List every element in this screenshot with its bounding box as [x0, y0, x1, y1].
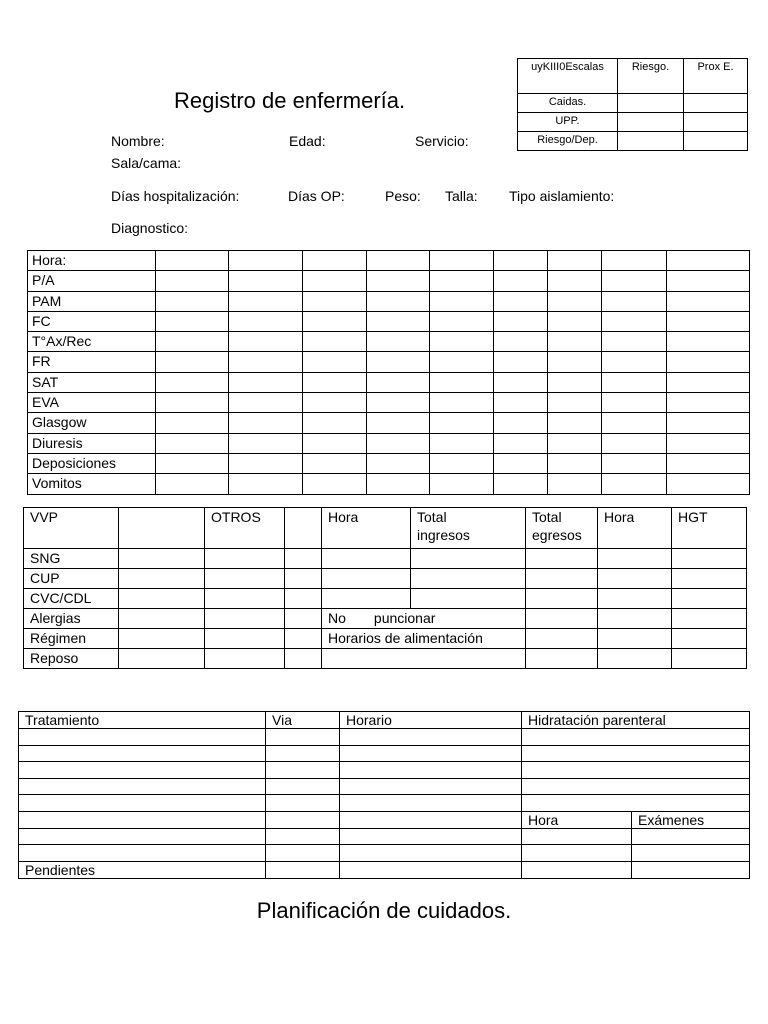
vitals-row-label: SAT — [28, 372, 156, 392]
vitals-row — [28, 393, 750, 413]
vitals-cell[interactable] — [229, 352, 303, 372]
vitals-cell[interactable] — [367, 271, 430, 291]
vitals-cell[interactable] — [548, 474, 602, 494]
treatment-cell[interactable] — [19, 762, 266, 779]
fluids-row-cup: CUP — [24, 569, 119, 589]
vitals-table — [27, 250, 750, 495]
vitals-cell[interactable] — [303, 251, 367, 271]
servicio-label: Servicio: — [415, 133, 469, 149]
vitals-cell[interactable] — [430, 332, 494, 352]
total-egresos-line1: Total — [532, 509, 562, 525]
fluids-cell[interactable] — [411, 569, 526, 589]
vitals-cell[interactable] — [667, 433, 750, 453]
risk-row-caidas: Caidas. — [518, 94, 618, 113]
vitals-cell[interactable] — [494, 372, 548, 392]
vitals-cell[interactable] — [156, 393, 229, 413]
fluids-header-hora: Hora — [322, 508, 411, 549]
fluids-cell[interactable] — [672, 609, 747, 629]
vitals-cell[interactable] — [602, 453, 667, 473]
treatment-cell[interactable] — [266, 845, 340, 862]
treatment-cell[interactable] — [19, 729, 266, 746]
talla-label: Talla: — [445, 188, 478, 204]
vitals-cell[interactable] — [430, 453, 494, 473]
vitals-cell[interactable] — [548, 311, 602, 331]
vitals-cell[interactable] — [667, 393, 750, 413]
fluids-cell[interactable] — [672, 649, 747, 669]
treatment-cell[interactable] — [522, 828, 632, 845]
vitals-cell[interactable] — [602, 372, 667, 392]
fluids-header-total-ingresos — [411, 508, 526, 549]
vitals-cell[interactable] — [229, 291, 303, 311]
vitals-cell[interactable] — [430, 433, 494, 453]
vitals-cell[interactable] — [229, 332, 303, 352]
vitals-row — [28, 413, 750, 433]
fluids-cell[interactable] — [205, 649, 285, 669]
fluids-cell[interactable] — [672, 569, 747, 589]
fluids-cell[interactable] — [119, 629, 205, 649]
fluids-cell[interactable] — [205, 629, 285, 649]
vitals-cell[interactable] — [548, 291, 602, 311]
fluids-cell[interactable] — [672, 549, 747, 569]
fluids-cell[interactable] — [205, 569, 285, 589]
risk-cell[interactable] — [684, 94, 748, 113]
treatment-cell[interactable] — [522, 795, 750, 812]
risk-header-riesgo: Riesgo. — [618, 59, 684, 94]
vitals-cell[interactable] — [303, 453, 367, 473]
fluids-row-regimen: Régimen — [24, 629, 119, 649]
vitals-cell[interactable] — [156, 332, 229, 352]
treatment-header-horario: Horario — [340, 712, 522, 729]
vitals-row-label: T°Ax/Rec — [28, 332, 156, 352]
vitals-cell[interactable] — [156, 291, 229, 311]
fluids-header-hgt: HGT — [672, 508, 747, 549]
vitals-row-label: EVA — [28, 393, 156, 413]
nombre-label: Nombre: — [111, 133, 165, 149]
fluids-cell[interactable] — [285, 589, 322, 609]
fluids-cell[interactable] — [598, 609, 672, 629]
no-puncionar-label — [322, 609, 526, 629]
fluids-cell[interactable] — [526, 629, 598, 649]
vitals-row-label: FR — [28, 352, 156, 372]
vitals-cell[interactable] — [548, 352, 602, 372]
vitals-cell[interactable] — [303, 271, 367, 291]
vitals-cell[interactable] — [430, 413, 494, 433]
fluids-cell[interactable] — [411, 549, 526, 569]
treatment-cell[interactable] — [19, 795, 266, 812]
fluids-cell[interactable] — [285, 569, 322, 589]
fluids-cell[interactable] — [285, 649, 322, 669]
vitals-cell[interactable] — [548, 453, 602, 473]
vitals-cell[interactable] — [667, 413, 750, 433]
vitals-cell[interactable] — [494, 251, 548, 271]
vitals-cell[interactable] — [303, 352, 367, 372]
vitals-row — [28, 311, 750, 331]
treatment-cell[interactable] — [340, 729, 522, 746]
vitals-cell[interactable] — [229, 453, 303, 473]
peso-label: Peso: — [385, 188, 421, 204]
fluids-cell[interactable] — [322, 649, 526, 669]
vitals-cell[interactable] — [602, 474, 667, 494]
vitals-cell[interactable] — [667, 372, 750, 392]
vitals-cell[interactable] — [367, 291, 430, 311]
fluids-cell[interactable] — [285, 508, 322, 549]
dias-op-label: Días OP: — [288, 188, 345, 204]
vitals-cell[interactable] — [602, 251, 667, 271]
treatment-cell[interactable] — [522, 845, 632, 862]
fluids-cell[interactable] — [598, 589, 672, 609]
fluids-cell[interactable] — [598, 549, 672, 569]
vitals-cell[interactable] — [229, 251, 303, 271]
vitals-row — [28, 474, 750, 494]
vitals-cell[interactable] — [602, 393, 667, 413]
fluids-cell[interactable] — [205, 549, 285, 569]
fluids-cell[interactable] — [526, 649, 598, 669]
vitals-cell[interactable] — [367, 311, 430, 331]
fluids-cell[interactable] — [119, 589, 205, 609]
risk-cell[interactable] — [618, 132, 684, 151]
vitals-cell[interactable] — [602, 311, 667, 331]
fluids-cell[interactable] — [285, 549, 322, 569]
risk-header-prox: Prox E. — [684, 59, 748, 94]
vitals-cell[interactable] — [667, 332, 750, 352]
vitals-cell[interactable] — [156, 271, 229, 291]
vitals-cell[interactable] — [430, 372, 494, 392]
vitals-cell[interactable] — [229, 372, 303, 392]
treatment-cell[interactable] — [266, 811, 340, 828]
puncionar-label: puncionar — [373, 610, 436, 626]
vitals-cell[interactable] — [367, 251, 430, 271]
vitals-cell[interactable] — [548, 372, 602, 392]
vitals-cell[interactable] — [303, 291, 367, 311]
vitals-cell[interactable] — [602, 332, 667, 352]
vitals-cell[interactable] — [229, 474, 303, 494]
vitals-cell[interactable] — [303, 332, 367, 352]
vitals-cell[interactable] — [667, 251, 750, 271]
treatment-cell[interactable] — [522, 729, 750, 746]
vitals-row — [28, 332, 750, 352]
fluids-row-reposo: Reposo — [24, 649, 119, 669]
fluids-cell[interactable] — [205, 589, 285, 609]
vitals-row — [28, 291, 750, 311]
vitals-cell[interactable] — [494, 332, 548, 352]
vitals-cell[interactable] — [367, 474, 430, 494]
vitals-row-label: Vomitos — [28, 474, 156, 494]
vitals-cell[interactable] — [303, 393, 367, 413]
vitals-cell[interactable] — [602, 352, 667, 372]
edad-label: Edad: — [289, 133, 326, 149]
fluids-cell[interactable] — [119, 549, 205, 569]
fluids-cell[interactable] — [598, 569, 672, 589]
vitals-cell[interactable] — [602, 433, 667, 453]
vitals-cell[interactable] — [602, 413, 667, 433]
vitals-row — [28, 433, 750, 453]
treatment-cell[interactable] — [632, 861, 750, 878]
vitals-cell[interactable] — [667, 474, 750, 494]
vitals-cell[interactable] — [494, 474, 548, 494]
treatment-header-tratamiento: Tratamiento — [19, 712, 266, 729]
fluids-cell[interactable] — [285, 609, 322, 629]
vitals-cell[interactable] — [367, 372, 430, 392]
risk-table — [517, 58, 748, 151]
vitals-cell[interactable] — [494, 453, 548, 473]
vitals-cell[interactable] — [548, 251, 602, 271]
fluids-cell[interactable] — [672, 629, 747, 649]
risk-cell[interactable] — [618, 113, 684, 132]
treatment-cell[interactable] — [19, 778, 266, 795]
treatment-cell[interactable] — [266, 729, 340, 746]
fluids-cell[interactable] — [119, 649, 205, 669]
risk-cell[interactable] — [684, 132, 748, 151]
fluids-header-vvp: VVP — [24, 508, 119, 549]
fluids-row-alergias: Alergias — [24, 609, 119, 629]
vitals-cell[interactable] — [667, 311, 750, 331]
risk-row-upp: UPP. — [518, 113, 618, 132]
vitals-cell[interactable] — [367, 352, 430, 372]
vitals-row-label: P/A — [28, 271, 156, 291]
planificacion-title: Planificación de cuidados. — [256, 898, 512, 923]
fluids-header-otros: OTROS — [205, 508, 285, 549]
vitals-row-label: Deposiciones — [28, 453, 156, 473]
treatment-cell[interactable] — [19, 828, 266, 845]
treatment-cell[interactable] — [266, 745, 340, 762]
risk-row-dep: Riesgo/Dep. — [518, 132, 618, 151]
vitals-cell[interactable] — [156, 352, 229, 372]
treatment-row-pendientes: Pendientes — [19, 861, 266, 878]
vitals-row-label: FC — [28, 311, 156, 331]
treatment-cell[interactable] — [19, 745, 266, 762]
vitals-row-label: PAM — [28, 291, 156, 311]
vitals-cell[interactable] — [494, 433, 548, 453]
vitals-cell[interactable] — [229, 311, 303, 331]
vitals-cell[interactable] — [303, 433, 367, 453]
diagnostico-label: Diagnostico: — [111, 220, 189, 236]
horarios-alimentacion-label: Horarios de alimentación — [322, 629, 526, 649]
vitals-cell[interactable] — [430, 311, 494, 331]
vitals-cell[interactable] — [430, 474, 494, 494]
fluids-cell[interactable] — [285, 629, 322, 649]
total-ingresos-line1: Total — [417, 509, 447, 525]
vitals-cell[interactable] — [494, 413, 548, 433]
vitals-cell[interactable] — [229, 433, 303, 453]
vitals-cell[interactable] — [430, 271, 494, 291]
vitals-cell[interactable] — [602, 291, 667, 311]
vitals-cell[interactable] — [494, 352, 548, 372]
vitals-cell[interactable] — [494, 311, 548, 331]
risk-cell[interactable] — [618, 94, 684, 113]
treatment-header-examenes: Exámenes — [632, 811, 750, 828]
treatment-header-via: Via — [266, 712, 340, 729]
vitals-row — [28, 352, 750, 372]
fluids-cell[interactable] — [119, 569, 205, 589]
fluids-cell[interactable] — [526, 609, 598, 629]
tipo-aislamiento-label: Tipo aislamiento: — [509, 188, 615, 204]
vitals-cell[interactable] — [303, 413, 367, 433]
vitals-cell[interactable] — [430, 393, 494, 413]
fluids-table — [23, 507, 747, 669]
vitals-cell[interactable] — [548, 433, 602, 453]
treatment-cell[interactable] — [266, 861, 340, 878]
fluids-header-total-egresos — [526, 508, 598, 549]
vitals-cell[interactable] — [430, 352, 494, 372]
treatment-cell[interactable] — [19, 811, 266, 828]
vitals-row-label: Glasgow — [28, 413, 156, 433]
fluids-cell[interactable] — [598, 649, 672, 669]
fluids-cell[interactable] — [526, 589, 598, 609]
risk-header-escalas: uyKIII0Escalas — [518, 59, 618, 94]
vitals-cell[interactable] — [303, 474, 367, 494]
treatment-cell[interactable] — [522, 778, 750, 795]
treatment-cell[interactable] — [266, 762, 340, 779]
fluids-row-cvc: CVC/CDL — [24, 589, 119, 609]
vitals-cell[interactable] — [367, 413, 430, 433]
treatment-cell[interactable] — [266, 828, 340, 845]
treatment-cell[interactable] — [632, 828, 750, 845]
vitals-cell[interactable] — [430, 251, 494, 271]
vitals-cell[interactable] — [667, 271, 750, 291]
treatment-cell[interactable] — [340, 861, 522, 878]
vitals-cell[interactable] — [667, 352, 750, 372]
treatment-cell[interactable] — [632, 845, 750, 862]
vitals-row-label: Hora: — [28, 251, 156, 271]
fluids-cell[interactable] — [205, 609, 285, 629]
treatment-cell[interactable] — [522, 762, 750, 779]
vitals-cell[interactable] — [156, 413, 229, 433]
vitals-cell[interactable] — [156, 474, 229, 494]
fluids-cell[interactable] — [322, 569, 411, 589]
vitals-cell[interactable] — [667, 453, 750, 473]
vitals-cell[interactable] — [667, 291, 750, 311]
vitals-row — [28, 453, 750, 473]
treatment-cell[interactable] — [266, 778, 340, 795]
form-title: Registro de enfermería. — [174, 88, 406, 113]
treatment-header-hora: Hora — [522, 811, 632, 828]
fluids-cell[interactable] — [119, 609, 205, 629]
vitals-cell[interactable] — [367, 453, 430, 473]
vitals-cell[interactable] — [156, 453, 229, 473]
vitals-cell[interactable] — [156, 311, 229, 331]
vitals-cell[interactable] — [156, 251, 229, 271]
fluids-row-sng: SNG — [24, 549, 119, 569]
vitals-cell[interactable] — [548, 332, 602, 352]
vitals-row — [28, 271, 750, 291]
fluids-cell[interactable] — [672, 589, 747, 609]
vitals-row — [28, 372, 750, 392]
vitals-cell[interactable] — [229, 393, 303, 413]
vitals-cell[interactable] — [602, 271, 667, 291]
total-ingresos-line2: ingresos — [417, 527, 470, 543]
treatment-cell[interactable] — [266, 795, 340, 812]
treatment-cell[interactable] — [340, 795, 522, 812]
fluids-cell[interactable] — [526, 569, 598, 589]
fluids-cell[interactable] — [598, 629, 672, 649]
vitals-cell[interactable] — [548, 413, 602, 433]
fluids-cell[interactable] — [411, 589, 526, 609]
vitals-cell[interactable] — [494, 393, 548, 413]
treatment-cell[interactable] — [19, 845, 266, 862]
risk-cell[interactable] — [684, 113, 748, 132]
sala-cama-label: Sala/cama: — [111, 155, 182, 171]
dias-hospitalizacion-label: Días hospitalización: — [111, 188, 240, 204]
treatment-cell[interactable] — [340, 828, 522, 845]
treatment-cell[interactable] — [340, 762, 522, 779]
no-label: No — [328, 610, 346, 626]
vitals-cell[interactable] — [548, 393, 602, 413]
vitals-cell[interactable] — [494, 291, 548, 311]
vitals-cell[interactable] — [367, 433, 430, 453]
fluids-cell[interactable] — [322, 589, 411, 609]
fluids-cell[interactable] — [322, 549, 411, 569]
vitals-cell[interactable] — [229, 413, 303, 433]
vitals-cell[interactable] — [156, 433, 229, 453]
vitals-cell[interactable] — [229, 271, 303, 291]
vitals-cell[interactable] — [303, 311, 367, 331]
vitals-cell[interactable] — [548, 271, 602, 291]
treatment-table — [18, 711, 750, 879]
total-egresos-line2: egresos — [532, 527, 582, 543]
fluids-cell[interactable] — [119, 508, 205, 549]
vitals-cell[interactable] — [303, 372, 367, 392]
vitals-cell[interactable] — [494, 271, 548, 291]
treatment-cell[interactable] — [340, 745, 522, 762]
treatment-cell[interactable] — [340, 811, 522, 828]
treatment-header-hidratacion: Hidratación parenteral — [522, 712, 750, 729]
vitals-row-label: Diuresis — [28, 433, 156, 453]
vitals-row — [28, 251, 750, 271]
treatment-cell[interactable] — [522, 745, 750, 762]
treatment-cell[interactable] — [340, 778, 522, 795]
fluids-cell[interactable] — [526, 549, 598, 569]
vitals-cell[interactable] — [367, 332, 430, 352]
vitals-cell[interactable] — [430, 291, 494, 311]
vitals-cell[interactable] — [156, 372, 229, 392]
treatment-cell[interactable] — [522, 861, 632, 878]
treatment-cell[interactable] — [340, 845, 522, 862]
vitals-cell[interactable] — [367, 393, 430, 413]
fluids-header-hora2: Hora — [598, 508, 672, 549]
